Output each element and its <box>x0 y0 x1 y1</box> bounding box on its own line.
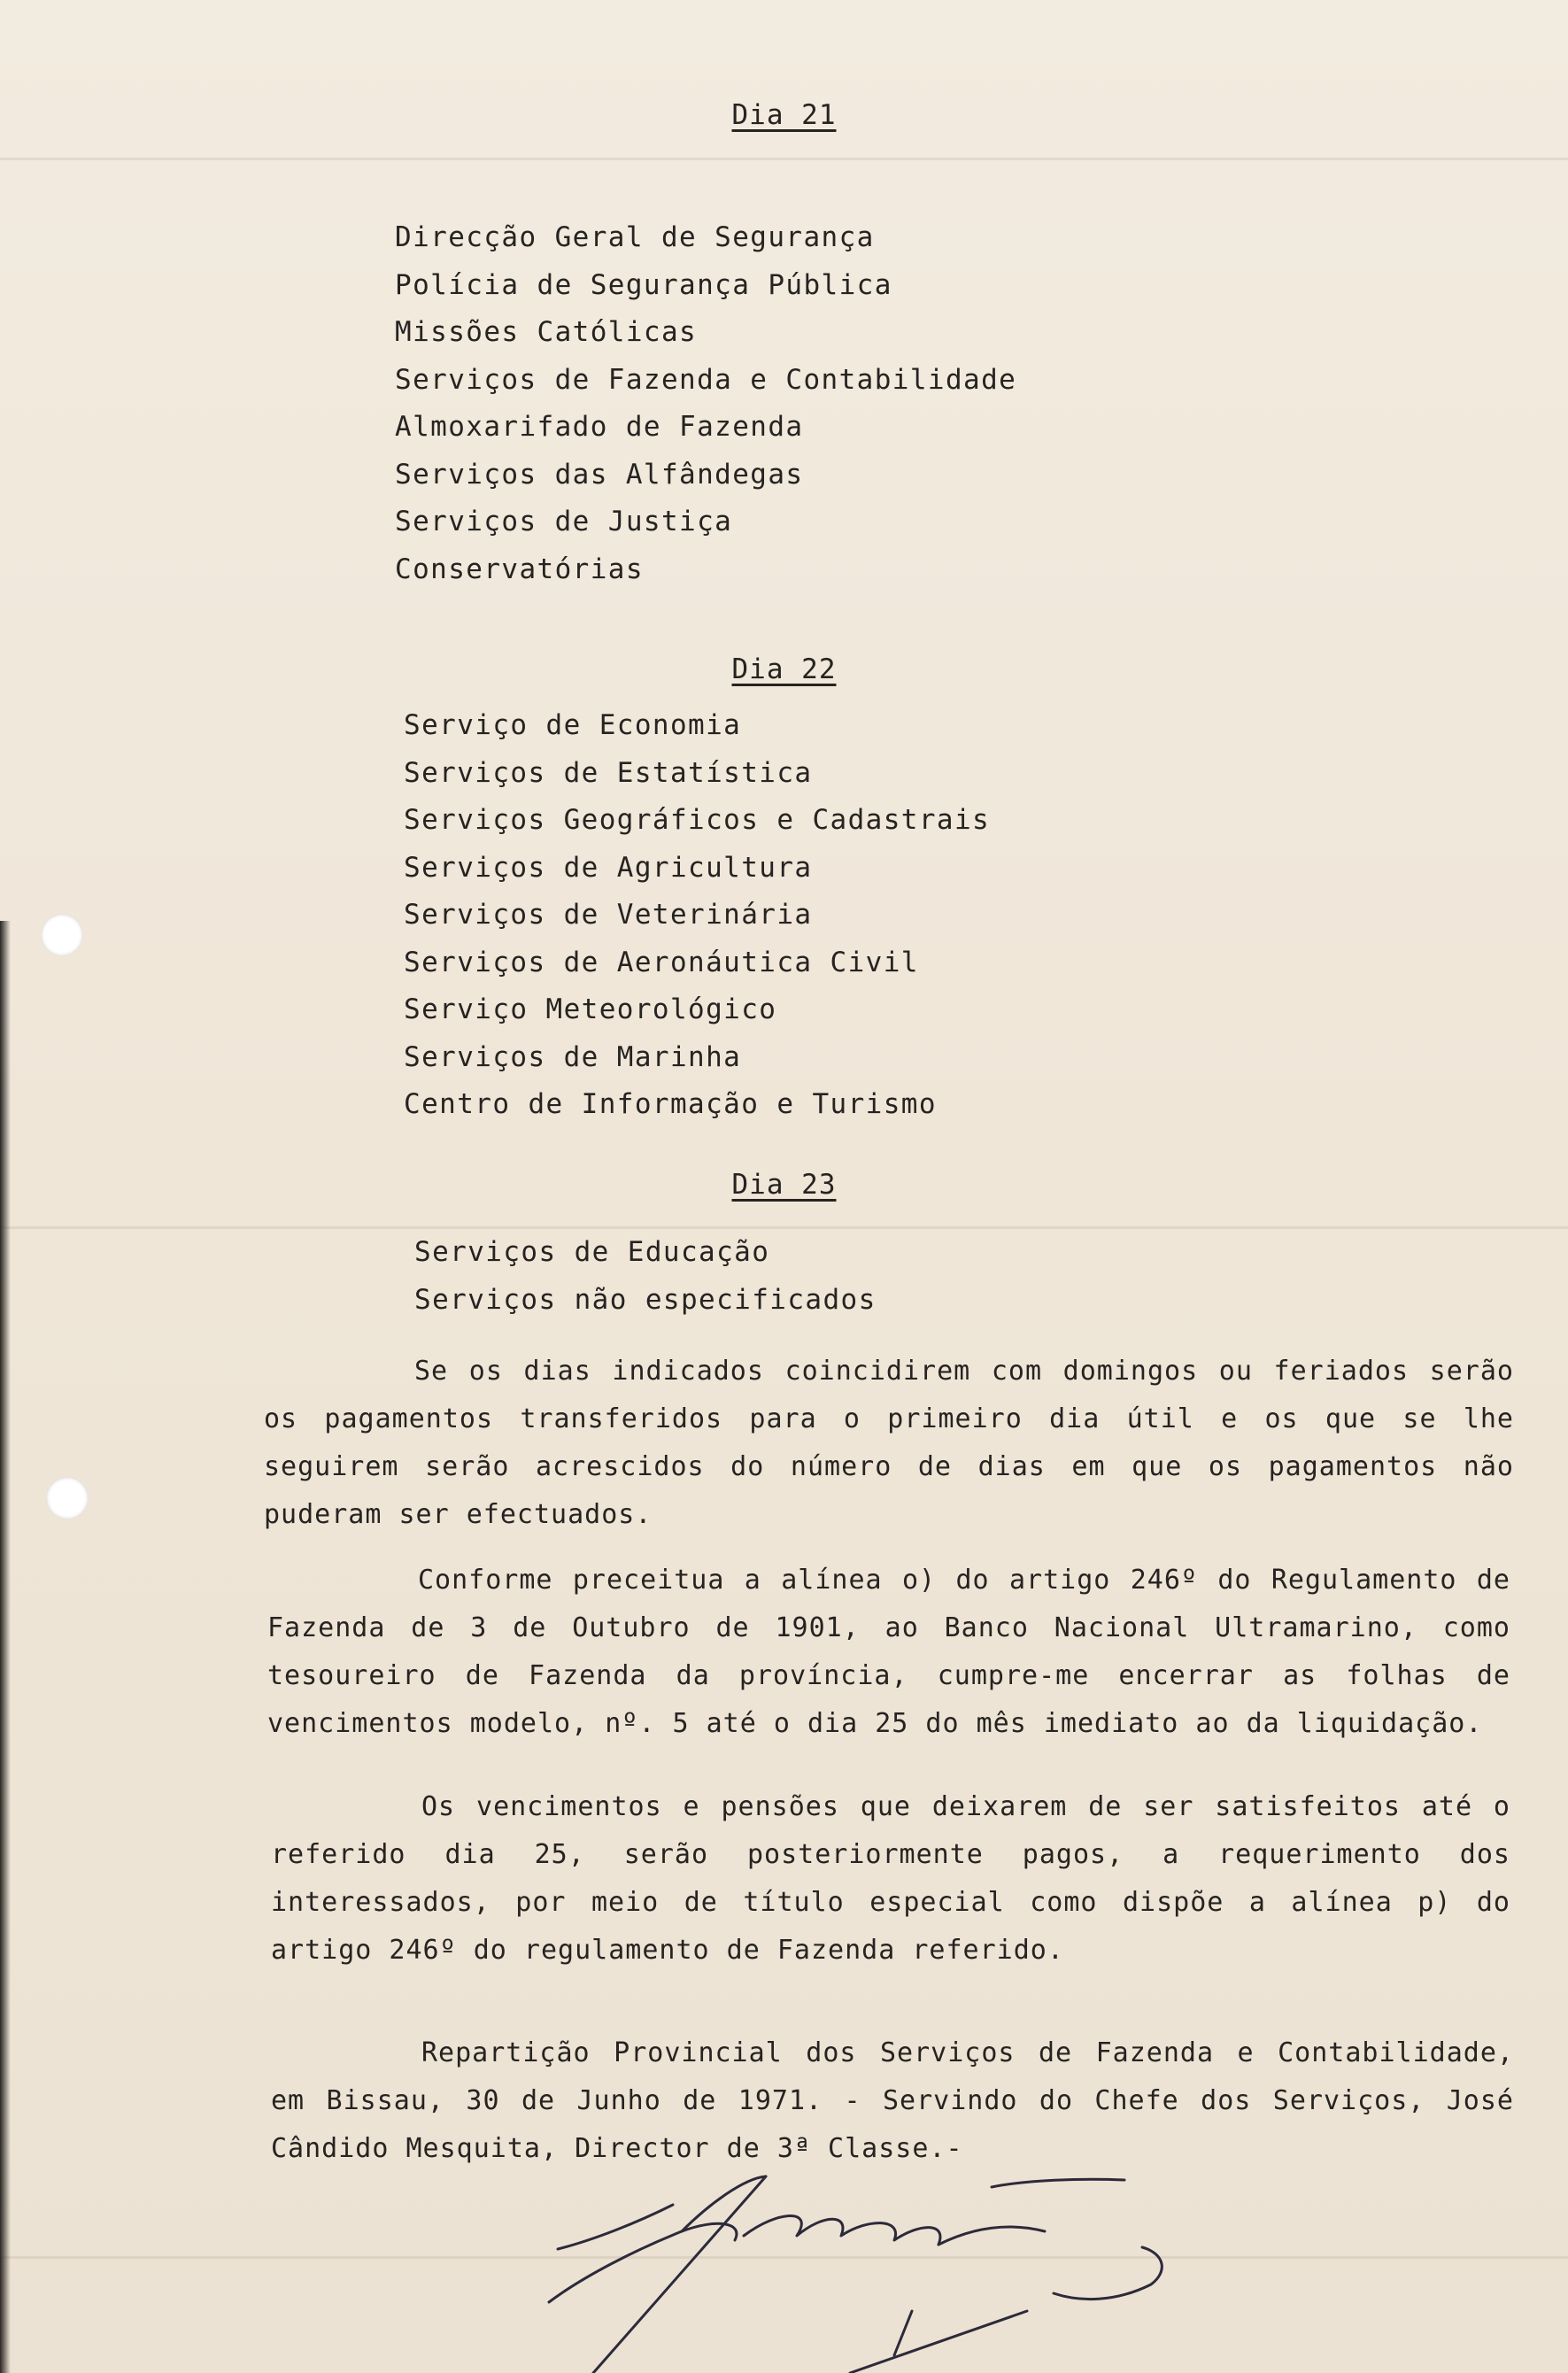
handwritten-signature <box>531 2169 1204 2373</box>
service-item: Serviço Meteorológico <box>404 993 777 1025</box>
service-item: Serviços de Veterinária <box>404 899 813 931</box>
service-item: Centro de Informação e Turismo <box>404 1088 937 1120</box>
service-item: Direcção Geral de Segurança <box>395 221 875 253</box>
service-item: Serviços das Alfândegas <box>395 458 804 491</box>
service-item: Serviços de Marinha <box>404 1040 742 1073</box>
service-item: Serviços de Aeronáutica Civil <box>404 946 919 978</box>
services-list-day-22 <box>404 702 990 1129</box>
service-item: Serviços de Estatística <box>404 756 813 789</box>
day-heading: Dia 22 <box>731 653 837 685</box>
paragraph-weekend-holidays: Se os dias indicados coincidirem com domingos ou feriados serão os pagamentos transferidos para o primeiro dia útil e os que se lhe seguirem serão acrescidos do número de dias em que os pagamentos não puderam ser efectuados. <box>264 1356 1514 1530</box>
service-item: Serviços de Justiça <box>395 506 733 537</box>
dark-left-edge <box>0 921 11 2373</box>
punch-hole <box>46 1477 89 1519</box>
punch-hole <box>41 914 83 956</box>
day-heading: Dia 23 <box>731 1169 837 1201</box>
service-item: Serviços de Fazenda e Contabilidade <box>395 363 1017 396</box>
service-item: Polícia de Segurança Pública <box>395 268 892 301</box>
day-heading: Dia 21 <box>731 99 837 131</box>
service-item: Almoxarifado de Fazenda <box>395 411 804 443</box>
service-item: Serviços de Agricultura <box>404 851 813 884</box>
closing-statement: Repartição Provincial dos Serviços de Fazenda e Contabilidade, em Bissau, 30 de Junho de 1971. - Servindo do Chefe dos Serviços, José Cândido Mesquita, Director de 3ª Classe.- <box>271 2037 1514 2164</box>
service-item: Serviços não especificados <box>414 1283 877 1316</box>
service-item: Serviços Geográficos e Cadastrais <box>404 804 991 836</box>
paragraph-closing-payroll: Conforme preceitua a alínea o) do artigo 246º do Regulamento de Fazenda de 3 de Outubro de 1901, ao Banco Nacional Ultramarino, como tesoureiro de Fazenda da província, cumpre-me encerrar as folhas de vencimentos modelo, nº. 5 até o dia 25 do mês imediato ao da liquidação. <box>267 1565 1510 1739</box>
paragraph-late-payments: Os vencimentos e pensões que deixarem de ser satisfeitos até o referido dia 25, serão posteriormente pagos, a requerimento dos interessados, por meio de título especial como dispõe a alínea p) do artigo 246º do regulamento de Fazenda referido. <box>271 1791 1510 1966</box>
services-list-day-23 <box>414 1229 877 1324</box>
service-item: Missões Católicas <box>395 316 698 348</box>
service-item: Conservatórias <box>395 553 644 585</box>
service-item: Serviço de Economia <box>404 709 742 741</box>
paper-fold-line <box>0 158 1568 160</box>
services-list-day-21 <box>395 214 1016 593</box>
service-item: Serviços de Educação <box>414 1236 770 1268</box>
